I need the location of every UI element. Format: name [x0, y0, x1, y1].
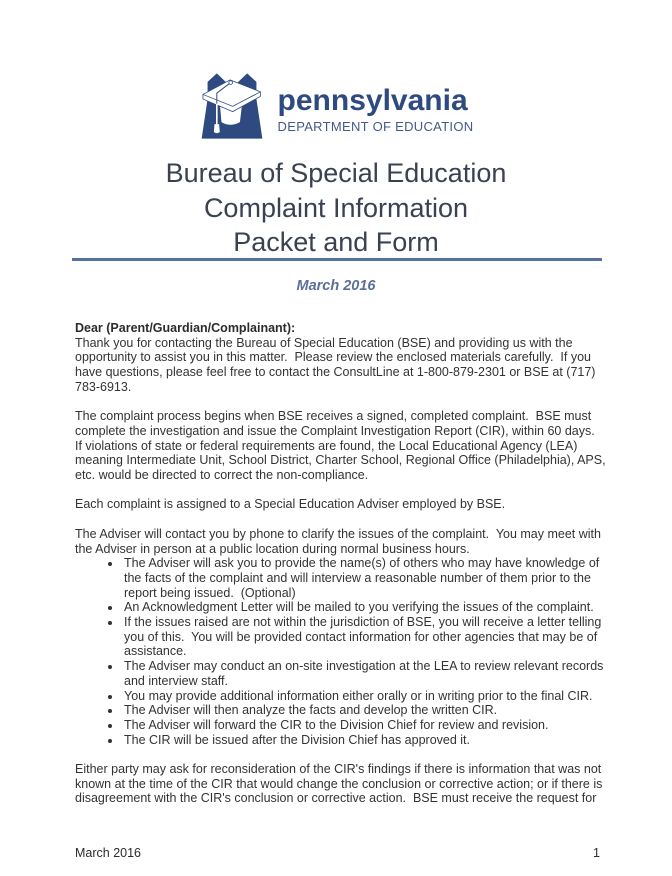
pde-logo-text: [278, 66, 474, 134]
title-line-1: Bureau of Special Education: [165, 158, 507, 188]
bullet-item: • The Adviser may conduct an on-site investigation at the LEA to review relevant records and interview staff.: [122, 659, 608, 688]
footer-date: March 2016: [75, 846, 142, 860]
logo-department-subtitle: DEPARTMENT OF EDUCATION: [277, 119, 474, 134]
revision-date: March 2016: [296, 278, 376, 294]
bullet-item: • An Acknowledgment Letter will be mailed to you verifying the issues of the complaint.: [122, 600, 608, 615]
paragraph-adviser-contact: The Adviser will contact you by phone to clarify the issues of the complaint. You may meet with the Adviser in person at a public location during normal business hours.: [75, 526, 605, 556]
document-title: [0, 156, 672, 260]
pde-logo: [0, 66, 672, 144]
bullet-item: • The Adviser will forward the CIR to the Division Chief for review and revision.: [122, 718, 608, 733]
logo-brand-name: pennsylvania: [277, 84, 468, 117]
title-line-2: Complaint Information: [203, 192, 469, 223]
title-line-3: Packet and Form: [233, 227, 439, 257]
keystone-graduation-cap-icon: [199, 66, 265, 144]
bullet-item: • The CIR will be issued after the Division Chief has approved it.: [122, 733, 608, 748]
paragraph-complaint-process: The complaint process begins when BSE receives a signed, completed complaint. BSE must complete the investigation and issue the Complaint Investigation Report (CIR), within 60 days. If violations of state or federal requirements are found, the Local Educational Agency (LEA) meaning Intermediate Unit, School District, Charter School, Regional Office (Philadelphia), APS, etc. would be directed to correct the non-compliance.: [75, 409, 610, 483]
bullet-item: • If the issues raised are not within the jurisdiction of BSE, you will receive a letter telling you of this. You will be provided contact information for other agencies that may be of assistance.: [122, 615, 608, 659]
paragraph-adviser-assignment: Each complaint is assigned to a Special Education Adviser employed by BSE.: [75, 497, 506, 512]
paragraph-reconsideration: Either party may ask for reconsideration of the CIR's findings if there is information that was not known at the time of the CIR that would change the conclusion or corrective action; or if there is disagreement with the CIR's conclusion or corrective action. BSE must receive the request for: [75, 762, 606, 806]
bullet-item: • You may provide additional information either orally or in writing prior to the final CIR.: [122, 689, 608, 704]
footer-page-number: 1: [593, 846, 600, 860]
letter-body: [75, 321, 608, 821]
bullet-item: • The Adviser will ask you to provide the name(s) of others who may have knowledge of the facts of the complaint and will interview a reasonable number of them prior to the report being issued. (Optional): [122, 556, 608, 600]
bullet-item: • The Adviser will then analyze the facts and develop the written CIR.: [122, 703, 608, 718]
paragraph-intro: Thank you for contacting the Bureau of Special Education (BSE) and providing us with the opportunity to assist you in this matter. Please review the enclosed materials carefully. If you have questions, please feel free to contact the ConsultLine at 1-800-879-2301 or BSE at (717) 783-6913.: [75, 335, 599, 394]
complaint-process-bullet-list: [75, 556, 608, 747]
title-divider-rule: [72, 258, 602, 261]
salutation: Dear (Parent/Guardian/Complainant):: [75, 321, 296, 335]
page-footer: [75, 846, 600, 860]
